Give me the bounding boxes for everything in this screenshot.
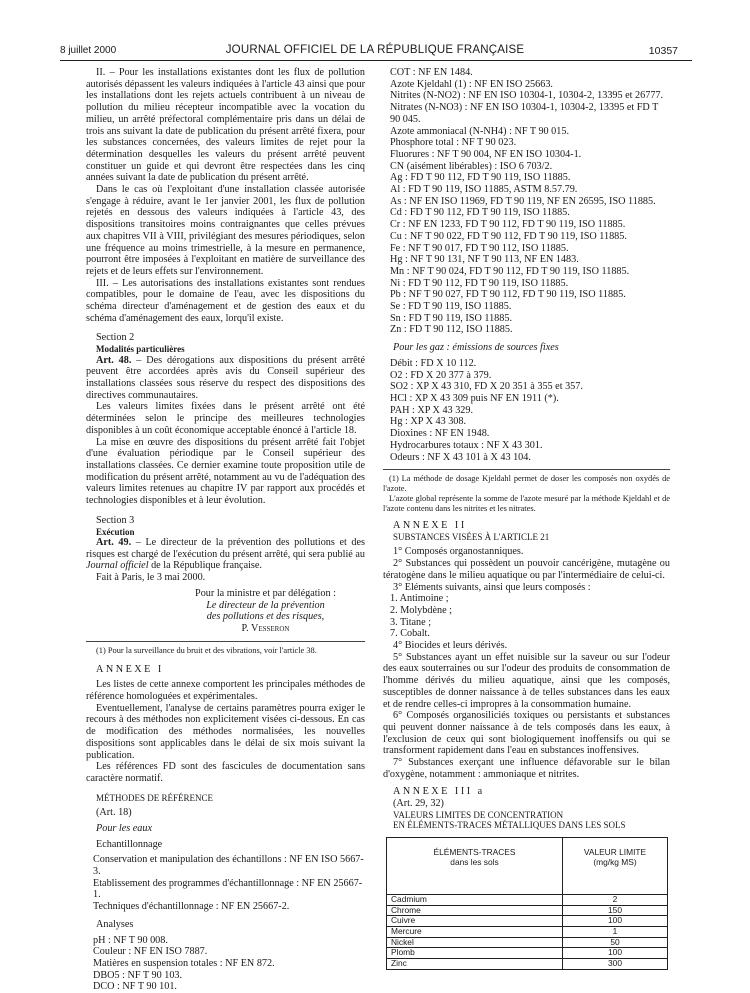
list-item: 5° Substances ayant un effet nuisible sur la saveur ou sur l'odeur des eaux souterraines ou sur l'odeur des produits de consommation de l'homme dérivés du milieu aquatique, ainsi que les composés, susceptibles de donner naissance à de telles substances dans les eaux et de rendre celles-ci impropres à la consommation humaine. — [383, 652, 670, 711]
list-item: Azote ammoniacal (N-NH4) : NF T 90 015. — [383, 126, 670, 138]
list-item: Pb : NF T 90 027, FD T 90 112, FD T 90 119, ISO 11885. — [383, 289, 670, 301]
table-row: Nickel 50 — [387, 937, 668, 948]
journal-officiel-ref: Journal officiel — [86, 560, 149, 571]
page-number: 10357 — [649, 45, 678, 57]
list-item: Nitrates (N-NO3) : NF EN ISO 10304-1, 10304-2, 13395 et FD T 90 045. — [383, 102, 670, 125]
list-item: Phosphore total : NF T 90 023. — [383, 137, 670, 149]
table-row: Zinc 300 — [387, 959, 668, 970]
list-item: As : NF EN ISO 11969, FD T 90 119, NF EN 26595, ISO 11885. — [383, 196, 670, 208]
list-item: HCl : XP X 43 309 puis NF EN 1911 (*). — [383, 393, 670, 405]
list-item: Sn : FD T 90 119, ISO 11885. — [383, 313, 670, 325]
methodes-article: (Art. 18) — [86, 807, 365, 819]
table-header-elements: ÉLÉMENTS-TRACES dans les sols — [387, 837, 563, 894]
page-header — [0, 44, 750, 58]
list-item: Odeurs : NF X 43 101 à X 43 104. — [383, 452, 670, 464]
footnote-kjeldahl: (1) La méthode de dosage Kjeldahl permet de doser les composés non oxydés de l'azote. — [383, 474, 670, 494]
list-item: Matières en suspension totales : NF EN 872. — [86, 958, 365, 970]
table-header-valeur: VALEUR LIMITE (mg/kg MS) — [563, 837, 668, 894]
analyses-list — [86, 935, 365, 993]
eaux-reference-list — [383, 67, 670, 336]
list-item: Ni : FD T 90 112, FD T 90 119, ISO 11885. — [383, 278, 670, 290]
paragraph-valeurs-limites: Les valeurs limites fixées dans le présent arrêté ont été déterminées selon le principe des meilleures technologies disponibles à un coût économique acceptable énoncé à l'article 18. — [86, 401, 365, 436]
list-item: Etablissement des programmes d'échantillonnage : NF EN 25667-1. — [86, 878, 365, 901]
methodes-heading: MÉTHODES DE RÉFÉRENCE — [86, 793, 365, 804]
table-row: Mercure 1 — [387, 926, 668, 937]
footnote-bruit: (1) Pour la surveillance du bruit et des vibrations, voir l'article 38. — [86, 646, 365, 656]
list-item: 1. Antimoine ; — [383, 593, 670, 605]
list-item: Azote Kjeldahl (1) : NF EN ISO 25663. — [383, 79, 670, 91]
list-item: CN (aisément libérables) : ISO 6 703/2. — [383, 161, 670, 173]
list-item: Cr : NF EN 1233, FD T 90 112, FD T 90 119, ISO 11885. — [383, 219, 670, 231]
paragraph-ii: II. – Pour les installations existantes dont les flux de pollution autorisés dépassent les valeurs indiquées à l'article 43 ainsi que pour les installations dont les rejets actuels contribuent à un niveau de pollution du milieu récepteur incompatible avec la vocation du milieu, un arrêté préfectoral complémentaire pris dans un délai de trois ans suivant la date de publication du présent arrêté fixera, pour les substances concernées, des valeurs limites de rejet pour la détermination desquelles les valeurs du présent arrêté peuvent constituer un guide et qui devront être respectées dans les cinq années suivant la date de publication du présent arrêté. — [86, 67, 365, 184]
gaz-reference-list — [383, 358, 670, 463]
list-item: Débit : FD X 10 112. — [383, 358, 670, 370]
table-header-row — [387, 837, 668, 894]
list-item: 7° Substances exerçant une influence défavorable sur le bilan d'oxygène, notamment : ammoniaque et nitrites. — [383, 757, 670, 780]
elements-list — [383, 593, 670, 640]
list-item: pH : NF T 90 008. — [86, 935, 365, 947]
article-48 — [86, 355, 365, 402]
limit-values-table — [386, 837, 668, 970]
paragraph-iii: III. – Les autorisations des installations existantes sont rendues compatibles, pour le domaine de l'eau, avec les dispositions du schéma directeur d'aménagement et de gestion des eaux et du schéma d'aménagement des eaux, lorqu'il existe. — [86, 278, 365, 325]
list-item: Ag : FD T 90 112, FD T 90 119, ISO 11885. — [383, 172, 670, 184]
list-item: 4° Biocides et leurs dérivés. — [383, 640, 670, 652]
section-3-heading: Section 3 — [86, 515, 365, 527]
list-item: 2. Molybdène ; — [383, 605, 670, 617]
signature-block: Pour la ministre et par délégation : Le directeur de la prévention des pollutions et des risques, P. Vesseron — [166, 588, 365, 635]
annexe-3a-heading: ANNEXE III a — [383, 786, 670, 798]
list-item: 6° Composés organosiliciés toxiques ou persistants et substances qui peuvent donner naissance à de tels composés dans les eaux, à l'exclusion de ceux qui sont biologiquement inoffensifs ou qui se transforment rapidement dans l'eau en substances inoffensives. — [383, 710, 670, 757]
list-item: Se : FD T 90 119, ISO 11885. — [383, 301, 670, 313]
table-row: Chrome 150 — [387, 905, 668, 916]
article-48-label: Art. 48. — [96, 355, 131, 366]
annexe-3a-articles: (Art. 29, 32) — [383, 798, 670, 810]
annexe-2-title: SUBSTANCES VISÉES À L'ARTICLE 21 — [383, 532, 670, 543]
annexe-1-para-1: Les listes de cette annexe comportent les principales méthodes de référence homologuées et expérimentales. — [86, 679, 365, 702]
list-item: Dioxines : NF EN 1948. — [383, 428, 670, 440]
list-item: 1° Composés organostanniques. — [383, 546, 670, 558]
analyses-heading: Analyses — [86, 919, 365, 931]
list-item: 2° Substances qui possèdent un pouvoir cancérigène, mutagène ou tératogène dans le milieu aquatique ou par l'intermédiaire de celui-ci. — [383, 558, 670, 581]
annexe-1-para-2: Eventuellement, l'analyse de certains paramètres pourra exiger le recours à des méthodes non explicitement visées ci-dessous. En cas de modification des méthodes normalisées, les nouvelles dispositions sont applicables dans le délai de six mois suivant la publication. — [86, 703, 365, 762]
list-item: Conservation et manipulation des échantillons : NF EN ISO 5667-3. — [86, 854, 365, 877]
list-item: Hg : NF T 90 131, NF T 90 113, NF EN 1483. — [383, 254, 670, 266]
list-item: Al : FD T 90 119, ISO 11885, ASTM 8.57.79. — [383, 184, 670, 196]
right-column — [383, 67, 670, 970]
list-item: DCO : NF T 90 101. — [86, 981, 365, 993]
list-item: Couleur : NF EN ISO 7887. — [86, 946, 365, 958]
table-row: Cuivre 100 — [387, 916, 668, 927]
list-item: Cu : NF T 90 022, FD T 90 112, FD T 90 119, ISO 11885. — [383, 231, 670, 243]
article-49: Art. 49. – Le directeur de la prévention des pollutions et des risques est chargé de l'exécution du présent arrêté, qui sera publié au Journal officiel de la République française. — [86, 537, 365, 572]
article-48-text: – Des dérogations aux dispositions du présent arrêté peuvent être accordées après avis du Conseil supérieur des installations classées sous réserve du respect des dispositions des directives communautaires. — [86, 355, 365, 401]
left-column — [86, 67, 365, 993]
annexe-1-heading: ANNEXE I — [86, 664, 365, 676]
journal-title: JOURNAL OFFICIEL DE LA RÉPUBLIQUE FRANÇAISE — [0, 44, 750, 56]
signatory-name: P. Vesseron — [166, 623, 365, 635]
list-item: 7. Cobalt. — [383, 628, 670, 640]
echantillonnage-heading: Echantillonnage — [86, 839, 365, 851]
section-2-heading: Section 2 — [86, 332, 365, 344]
table-row: Plomb 100 — [387, 948, 668, 959]
list-item: Nitrites (N-NO2) : NF EN ISO 10304-1, 10304-2, 13395 et 26777. — [383, 90, 670, 102]
header-rule — [60, 60, 692, 61]
annexe-3a-title-2: EN ÉLÉMENTS-TRACES MÉTALLIQUES DANS LES SOLS — [383, 820, 670, 831]
list-item: SO2 : XP X 43 310, FD X 20 351 à 355 et 357. — [383, 381, 670, 393]
list-item: Fe : NF T 90 017, FD T 90 112, ISO 11885. — [383, 243, 670, 255]
list-item: 3° Eléments suivants, ainsi que leurs composés : — [383, 582, 670, 594]
list-item: O2 : FD X 20 377 à 379. — [383, 370, 670, 382]
echantillonnage-list — [86, 854, 365, 913]
list-item: Techniques d'échantillonnage : NF EN 25667-2. — [86, 901, 365, 913]
paragraph-transitoire: Dans le cas où l'exploitant d'une installation classée autorisée s'engage à réduire, avant le 1er janvier 2001, les flux de pollution rejetés en dessous des valeurs indiquées à l'article 43, des dispositions transitoires moins contraignantes que celles prévues aux chapitres VII à VIII, privilégiant des mesures périodiques, selon une fréquence au moins trimestrielle, à la mesure en permanence, pourront être imposées à l'exploitant en matière de surveillance des rejets et de leurs effets sur l'environnement. — [86, 184, 365, 278]
gaz-heading: Pour les gaz : émissions de sources fixes — [383, 342, 670, 354]
footnote-azote-global: L'azote global représente la somme de l'azote mesuré par la méthode Kjeldahl et de l'azote contenu dans les nitrites et les nitrates. — [383, 494, 670, 514]
article-49-label: Art. 49. — [96, 537, 131, 548]
list-item: COT : NF EN 1484. — [383, 67, 670, 79]
list-item: Cd : FD T 90 112, FD T 90 119, ISO 11885. — [383, 207, 670, 219]
annexe-1-para-3: Les références FD sont des fascicules de documentation sans caractère normatif. — [86, 761, 365, 784]
header-date: 8 juillet 2000 — [60, 45, 116, 56]
section-2-title: Modalités particulières — [86, 344, 365, 355]
list-item: Hg : XP X 43 308. — [383, 416, 670, 428]
list-item: Zn : FD T 90 112, ISO 11885. — [383, 324, 670, 336]
list-item: PAH : XP X 43 329. — [383, 405, 670, 417]
table-row: Cadmium 2 — [387, 894, 668, 905]
list-item: Fluorures : NF T 90 004, NF EN ISO 10304-1. — [383, 149, 670, 161]
list-item: Hydrocarbures totaux : NF X 43 301. — [383, 440, 670, 452]
annexe-3a-title-1: VALEURS LIMITES DE CONCENTRATION — [383, 810, 670, 821]
list-item: DBO5 : NF T 90 103. — [86, 970, 365, 982]
list-item: Mn : NF T 90 024, FD T 90 112, FD T 90 119, ISO 11885. — [383, 266, 670, 278]
fait-a-paris: Fait à Paris, le 3 mai 2000. — [86, 572, 365, 584]
paragraph-mise-en-oeuvre: La mise en œuvre des dispositions du présent arrêté fait l'objet d'une évaluation périodique par le Conseil supérieur des installations classées. Ce dernier examine toute proposition utile de modification du présent arrêté, notamment au vu de l'adéquation des valeurs limites retenues au chapitre IV par rapport aux procédés et technologies disponibles et à leur évolution. — [86, 437, 365, 507]
annexe-2-heading: ANNEXE II — [383, 520, 670, 532]
section-3-title: Exécution — [86, 527, 365, 538]
list-item: 3. Titane ; — [383, 617, 670, 629]
pour-les-eaux: Pour les eaux — [86, 823, 365, 835]
